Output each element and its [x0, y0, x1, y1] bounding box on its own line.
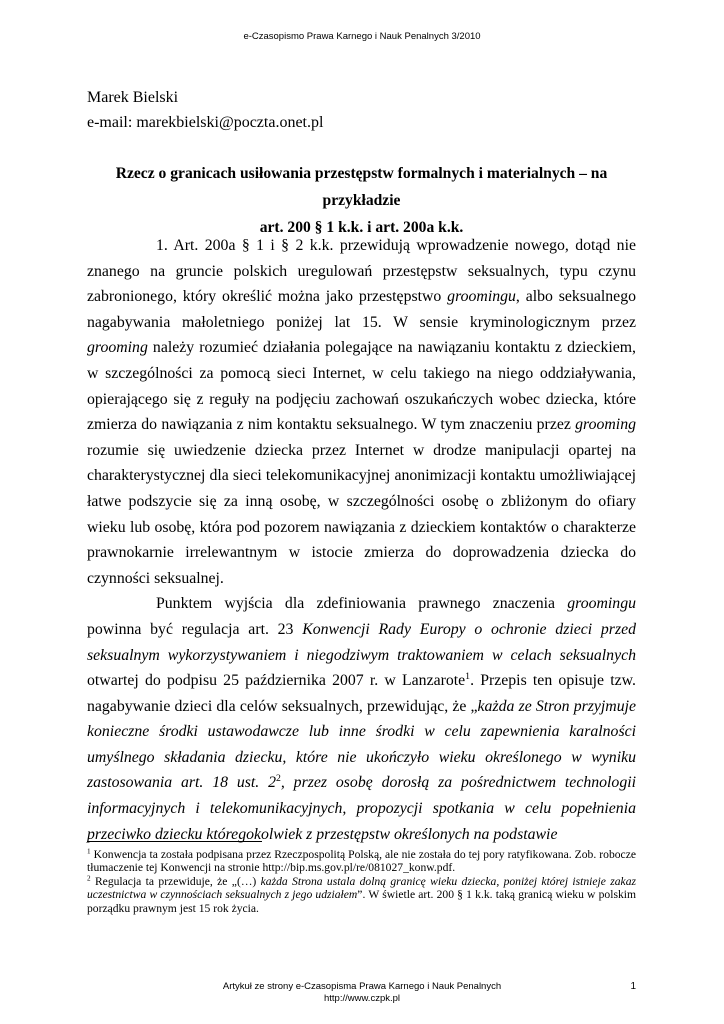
author-email: e-mail: marekbielski@poczta.onet.pl — [87, 114, 324, 131]
footnote-quotation: każda Strona ustala dolną granicę wieku dziecka, poniżej której istnieje zakaz uczestnictwa w czynnościach seksualnych z jego udziałem — [87, 874, 637, 902]
italic-term: groomingu — [567, 595, 636, 613]
text-run: rozumie się uwiedzenie dziecka przez Internet w drodze manipulacji opartej na charakterystycznej dla sieci telekomunikacyjnej anonimizacji kontaktu umożliwiającej łatwe podszycie się za inną osobę, w szczególności osobę o zbliżonym do ofiary wieku lub osobę, która pod pozorem nawiązania z dzieckiem kontaktów o charakterze prawnokarnie irrelewantnym w istocie zmierza do doprowadzenia dziecka do czynności seksualnej. — [87, 441, 636, 587]
footnote-1 — [87, 848, 636, 875]
author-name: Marek Bielski — [87, 89, 179, 106]
running-footer — [0, 981, 724, 1005]
article-body — [87, 233, 636, 847]
footnote-text: Regulacja ta przewiduje, że „(…) — [90, 874, 261, 888]
italic-term: grooming — [87, 339, 148, 357]
italic-term: groomingu — [447, 288, 516, 306]
text-run: 1. Art. 200a § 1 i § 2 k.k. przewidują wprowadzenie nowego, dotąd nie znanego na gruncie polskich uregulowań przestępstw seksualnych, typu czynu zabronionego, który określić można jako przestępstwo — [87, 237, 636, 306]
footnote-ref-1[interactable]: 1 — [465, 671, 471, 683]
footnote-number: 1 — [87, 847, 91, 856]
footer-url[interactable]: http://www.czpk.pl — [323, 993, 401, 1004]
body-paragraph-1 — [87, 233, 636, 591]
author-block — [87, 85, 323, 135]
text-run: powinna być regulacja art. 23 — [87, 620, 303, 638]
text-run: należy rozumieć działania polegające na nawiązaniu kontaktu z dzieckiem, w szczególności za pomocą sieci Internet, w celu takiego na niego oddziaływania, opierającego się z reguły na podjęciu zachowań oszukańczych wobec dziecka, które zmierza do nawiązania z nim kontaktu seksualnego. W tym znaczeniu przez — [87, 339, 636, 434]
footnote-2 — [87, 875, 636, 915]
article-title-line-2: art. 200 § 1 k.k. i art. 200a k.k. — [259, 219, 464, 236]
footnotes — [87, 848, 636, 915]
footnote-text: ”. W świetle art. 200 § 1 k.k. taką granicą wieku w polskim porządku prawnym jest 15 rok życia. — [87, 888, 636, 915]
quotation: , przez osobę dorosłą za pośrednictwem technologii informacyjnych i telekomunikacyjnych, propozycji spotkania w celu popełnienia przeciwko dziecku któregokolwiek z przestępstw określonych na podstawie — [87, 774, 636, 843]
footnote-separator — [87, 841, 262, 842]
footnote-number: 2 — [87, 874, 91, 883]
italic-term: grooming — [575, 416, 636, 434]
article-title — [87, 160, 636, 241]
text-run: Punktem wyjścia dla zdefiniowania prawnego znaczenia — [156, 595, 568, 613]
convention-title: Konwencji Rady Europy o ochronie dzieci przed seksualnym wykorzystywaniem i niegodziwym traktowaniem w celach seksualnych — [87, 620, 636, 664]
body-paragraph-2 — [87, 591, 636, 847]
footer-source-line: Artykuł ze strony e-Czasopisma Prawa Karnego i Nauk Penalnych — [222, 981, 502, 992]
running-header: e-Czasopismo Prawa Karnego i Nauk Penalnych 3/2010 — [243, 31, 481, 42]
footnote-text: Konwencja ta została podpisana przez Rzeczpospolitą Polską, ale nie została do tej pory ratyfikowana. Zob. robocze tłumaczenie tej Konwencji na stronie http://bip.ms.gov.pl/re/081027_konw.pdf. — [87, 848, 636, 875]
text-run: otwartej do podpisu 25 października 2007 r. w Lanzarote — [87, 672, 466, 690]
text-run: . Przepis ten opisuje tzw. nagabywanie dzieci dla celów seksualnych, przewidując, że „ — [87, 672, 636, 715]
page-number: 1 — [630, 981, 636, 992]
article-title-line-1: Rzecz o granicach usiłowania przestępstw formalnych i materialnych – na przykładzie — [115, 165, 608, 209]
quotation: każda ze Stron przyjmuje konieczne środki ustawodawcze lub inne środki w celu zapewnienia karalności umyślnego składania dziecku, które nie ukończyło wieku określonego w wyniku zastosowania art. 18 ust. 2 — [87, 697, 636, 792]
text-run: , albo seksualnego nagabywania małoletniego poniżej lat 15. W sensie kryminologicznym przez — [87, 288, 636, 331]
footnote-ref-2[interactable]: 2 — [276, 773, 281, 785]
